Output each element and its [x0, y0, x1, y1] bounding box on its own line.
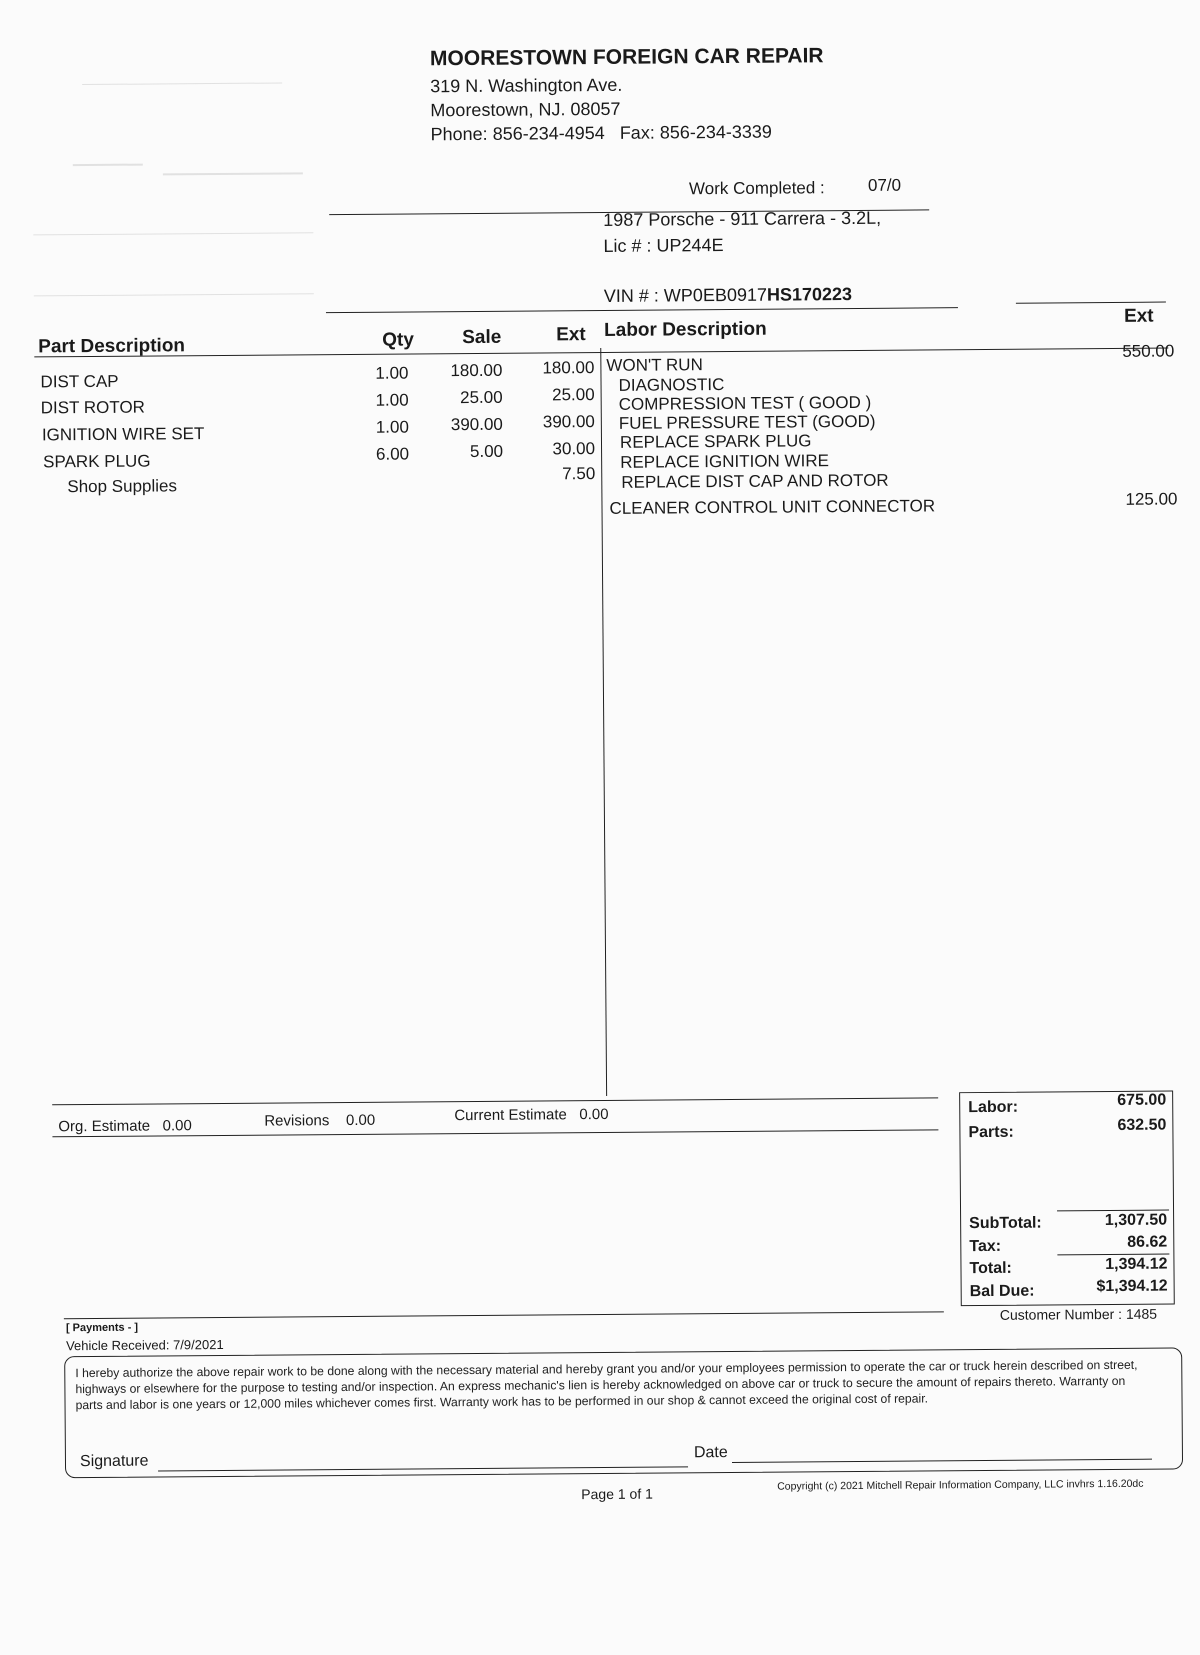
subtotal-value: 1,307.50: [1104, 1211, 1168, 1230]
sale-header: Sale: [462, 326, 502, 349]
authorization-box: [64, 1347, 1183, 1478]
labor-item-ext: 550.00: [1122, 341, 1175, 361]
shop-address-line2: Moorestown, NJ. 08057: [430, 98, 621, 121]
copyright: Copyright (c) 2021 Mitchell Repair Information Company, LLC invhrs 1.16.20dc: [777, 1477, 1144, 1493]
labor-ext-header: Ext: [1123, 305, 1154, 327]
customer-number-label: Customer Number :: [999, 1305, 1123, 1323]
totals-box: [959, 1091, 1175, 1307]
current-estimate: [454, 1106, 608, 1124]
parts-total-label: Parts:: [968, 1123, 1014, 1142]
part-description: DIST ROTOR: [40, 397, 145, 418]
fax-label: Fax:: [619, 122, 655, 143]
org-estimate-label: Org. Estimate: [58, 1117, 151, 1136]
part-sale: 5.00: [469, 441, 504, 462]
work-completed-label: Work Completed :: [688, 178, 825, 199]
part-sale: 25.00: [460, 387, 503, 408]
ext-rule: [1016, 302, 1166, 304]
vehicle-received: [66, 1337, 224, 1353]
total-value: 1,394.12: [1105, 1255, 1168, 1274]
vin-suffix: HS170223: [766, 284, 853, 305]
part-ext: 30.00: [552, 439, 596, 459]
shop-contact: [430, 120, 772, 147]
labor-detail: REPLACE DIST CAP AND ROTOR: [621, 470, 889, 492]
customer-number-value: 1485: [1125, 1305, 1158, 1322]
labor-detail: DIAGNOSTIC: [618, 375, 725, 395]
labor-item-title: CLEANER CONTROL UNIT CONNECTOR: [609, 496, 936, 518]
bleed-through-texture: [12, 22, 345, 355]
shop-supplies-ext: 7.50: [562, 464, 596, 484]
signature-line[interactable]: [158, 1466, 688, 1471]
part-sale: 180.00: [450, 360, 503, 381]
estimate-top-rule: [52, 1097, 938, 1105]
fax-value: 856-234-3339: [659, 121, 772, 143]
current-estimate-label: Current Estimate: [454, 1106, 567, 1125]
org-estimate: [58, 1117, 192, 1135]
parts-ext-header: Ext: [556, 324, 586, 346]
payments-label: [ Payments - ]: [65, 1321, 139, 1335]
parts-labor-divider: [600, 348, 607, 1096]
labor-total-label: Labor:: [968, 1098, 1019, 1117]
license-number: [603, 235, 723, 257]
signature-label: Signature: [79, 1452, 149, 1471]
labor-detail: FUEL PRESSURE TEST (GOOD): [618, 411, 876, 433]
bal-due-value: $1,394.12: [1096, 1277, 1168, 1296]
phone-label: Phone:: [430, 123, 488, 145]
labor-total-value: 675.00: [1117, 1091, 1167, 1109]
tax-label: Tax:: [969, 1237, 1002, 1256]
labor-detail: COMPRESSION TEST ( GOOD ): [618, 392, 872, 414]
part-ext: 390.00: [542, 412, 595, 432]
phone-value: 856-234-4954: [492, 122, 605, 144]
shop-name: MOORESTOWN FOREIGN CAR REPAIR: [429, 44, 824, 71]
labor-item-ext: 125.00: [1125, 489, 1178, 509]
part-description: IGNITION WIRE SET: [41, 424, 205, 445]
labor-item-title: WON'T RUN: [606, 355, 703, 375]
part-description: SPARK PLUG: [43, 451, 151, 472]
vin-label: VIN # :: [603, 285, 659, 306]
parts-total-value: 632.50: [1117, 1116, 1167, 1134]
part-ext: 180.00: [542, 358, 595, 378]
current-estimate-value: 0.00: [579, 1105, 609, 1124]
date-label: Date: [693, 1444, 728, 1462]
license-value: UP244E: [656, 235, 724, 256]
date-line[interactable]: [732, 1459, 1152, 1463]
authorization-text: I hereby authorize the above repair work to be done along with the necessary material and hereby grant you and/or your employees permission to operate the car or truck herein described on street, highways or elsewhere for the purpose to testing and/or inspection. An express mechanic's lien is hereby acknowledged on above car or truck to secure the amount of repairs thereto. Warranty on parts and labor is one years or 12,000 miles whichever comes first. Warranty work has to be performed in our shop & cannot exceed the original cost of repair.: [75, 1357, 1138, 1413]
bal-due-label: Bal Due:: [969, 1282, 1035, 1301]
vehicle-received-label: Vehicle Received:: [66, 1337, 170, 1354]
shop-supplies-label: Shop Supplies: [67, 476, 178, 497]
total-label: Total:: [969, 1259, 1012, 1278]
page-number: Page 1 of 1: [581, 1485, 653, 1503]
work-completed-value: 07/0: [867, 175, 902, 195]
vin-number: [604, 284, 852, 307]
part-qty: 1.00: [375, 390, 409, 410]
subtotal-label: SubTotal:: [969, 1214, 1042, 1233]
org-estimate-value: 0.00: [162, 1117, 192, 1135]
labor-detail: REPLACE SPARK PLUG: [619, 431, 812, 452]
payments-rule: [64, 1311, 944, 1319]
shop-address-line1: 319 N. Washington Ave.: [430, 74, 623, 97]
part-description-header: Part Description: [38, 335, 186, 358]
revisions-label: Revisions: [264, 1112, 330, 1130]
vin-rule: [326, 307, 958, 313]
part-qty: 1.00: [375, 363, 409, 383]
vin-prefix: WP0EB0917: [663, 284, 768, 306]
part-qty: 1.00: [375, 417, 409, 437]
revisions-value: 0.00: [345, 1111, 376, 1130]
vehicle-description: 1987 Porsche - 911 Carrera - 3.2L,: [603, 207, 882, 230]
license-label: Lic # :: [603, 235, 652, 256]
qty-header: Qty: [382, 329, 414, 351]
revisions: [264, 1112, 375, 1130]
part-sale: 390.00: [450, 414, 503, 435]
vehicle-received-value: 7/9/2021: [172, 1336, 224, 1353]
part-ext: 25.00: [551, 385, 595, 405]
tax-value: 86.62: [1127, 1233, 1168, 1251]
part-description: DIST CAP: [40, 371, 119, 392]
part-qty: 6.00: [375, 444, 410, 464]
labor-description-header: Labor Description: [604, 318, 767, 341]
labor-detail: REPLACE IGNITION WIRE: [620, 451, 829, 472]
customer-number: [1000, 1306, 1157, 1323]
